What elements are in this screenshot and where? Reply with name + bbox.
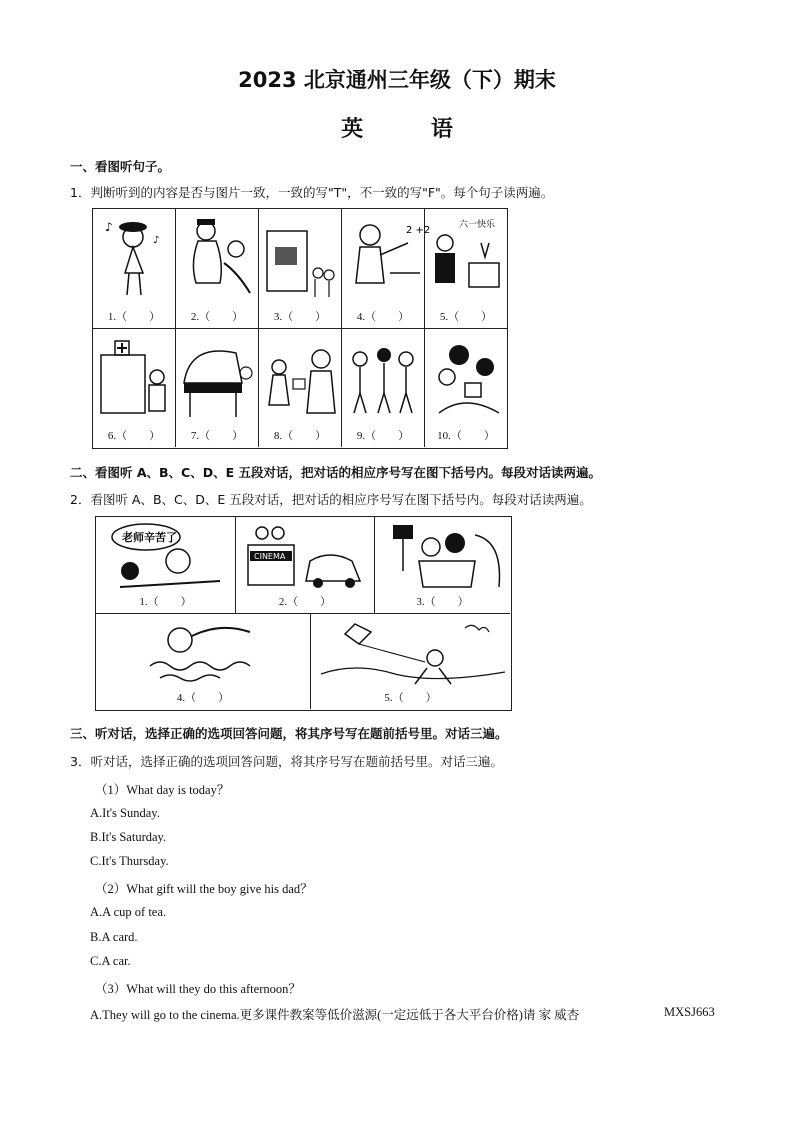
picture-grid-2 (95, 516, 512, 711)
picture-9-caption: 9.（ ） (356, 430, 410, 442)
picture-2-caption: 2.（ ） (190, 311, 244, 323)
girl-singing-illustration (97, 213, 171, 306)
section2-heading: 二、看图听 A、B、C、D、E 五段对话，把对话的相应序号写在图下括号内。每段对话读两遍。 (70, 465, 601, 480)
dialog-2-caption: 2.（ ） (278, 596, 332, 608)
question-2-option-b: B.A card. (90, 930, 138, 944)
picture-cell-4 (342, 209, 431, 329)
picture-grid-1 (92, 208, 508, 449)
question-1-option-b: B.It's Saturday. (90, 830, 167, 844)
childrens-day-illustration (429, 213, 503, 306)
picture-5-caption: 5.（ ） (439, 311, 493, 323)
dialog-picture-2 (236, 517, 375, 614)
dialog-picture-1 (96, 517, 236, 614)
svg-text:♪: ♪ (153, 235, 160, 246)
cinema-sign-text: CINEMA (254, 552, 286, 561)
picture-cell-6 (93, 329, 176, 447)
picture-cell-7 (176, 329, 259, 447)
page-title: 2023 北京通州三年级（下）期末 (238, 68, 556, 92)
kite-flying-illustration (315, 618, 506, 687)
cinema-car-illustration (240, 521, 370, 591)
picture-cell-9 (342, 329, 425, 447)
svg-text:♪: ♪ (105, 220, 113, 234)
picture-10-caption: 10.（ ） (437, 430, 495, 442)
picture-cell-3 (259, 209, 342, 329)
dialog-picture-5 (311, 614, 510, 709)
question-1-stem: （1）What day is today？ (95, 783, 230, 797)
board-text: 2 +2 (406, 225, 431, 236)
question-2-stem: （2）What gift will the boy give his dad？ (95, 882, 313, 896)
dentist-illustration (180, 213, 254, 306)
section2-instruction: 2．看图听 A、B、C、D、E 五段对话，把对话的相应序号写在图下括号内。每段对话读两遍。 (70, 492, 592, 507)
piano-illustration (180, 333, 254, 425)
question-3-stem: （3）What will they do this afternoon？ (95, 982, 301, 996)
question-1-option-a: A.It's Sunday. (90, 806, 160, 820)
section3-instruction: 3．听对话，选择正确的选项回答问题，将其序号写在题前括号里。对话三遍。 (70, 754, 503, 769)
dialog-5-caption: 5.（ ） (384, 692, 437, 704)
dialog-picture-3 (375, 517, 510, 614)
question-2-option-a: A.A cup of tea. (90, 905, 167, 919)
picture-7-caption: 7.（ ） (190, 430, 244, 442)
dialog-4-caption: 4.（ ） (176, 692, 230, 704)
picture-6-caption: 6.（ ） (107, 430, 161, 442)
shop-children-illustration (263, 213, 337, 306)
friends-gift-illustration (429, 333, 503, 425)
picture-3-caption: 3.（ ） (273, 311, 327, 323)
question-2-option-c: C.A car. (90, 954, 131, 968)
picture-cell-8 (259, 329, 342, 447)
children-playing-illustration (346, 333, 420, 425)
dialog-1-caption: 1.（ ） (139, 596, 192, 608)
subject-title: 英 语 (341, 117, 483, 142)
gift-giving-illustration (263, 333, 337, 425)
picture-4-caption: 4.（ ） (356, 311, 410, 323)
teacher-math-illustration (346, 213, 431, 306)
sign-text: 六一快乐 (459, 220, 496, 230)
question-1-option-c: C.It's Thursday. (90, 854, 169, 868)
picture-cell-1 (93, 209, 176, 329)
speech-text: 老师辛苦了 (122, 531, 177, 544)
picture-1-caption: 1.（ ） (107, 311, 161, 323)
picture-cell-5 (425, 209, 507, 329)
dialog-picture-4 (96, 614, 311, 709)
document-code: MXSJ663 (664, 1005, 715, 1019)
hospital-illustration (97, 333, 171, 425)
family-reading-illustration (379, 521, 506, 591)
swimming-illustration (100, 618, 306, 687)
teacher-thanks-illustration (100, 521, 231, 591)
section1-instruction: 1．判断听到的内容是否与图片一致，一致的写"T"，不一致的写"F"。每个句子读两遍。 (70, 185, 554, 200)
section3-heading: 三、听对话，选择正确的选项回答问题，将其序号写在题前括号里。对话三遍。 (70, 726, 508, 741)
section1-heading: 一、看图听句子。 (70, 159, 171, 174)
dialog-3-caption: 3.（ ） (416, 596, 469, 608)
question-3-option-a: A.They will go to the cinema.更多课件教案等低价滋源(一定远低于各大平台价格)请 家 威杏 (90, 1008, 580, 1022)
picture-cell-10 (425, 329, 507, 447)
picture-cell-2 (176, 209, 259, 329)
picture-8-caption: 8.（ ） (273, 430, 327, 442)
